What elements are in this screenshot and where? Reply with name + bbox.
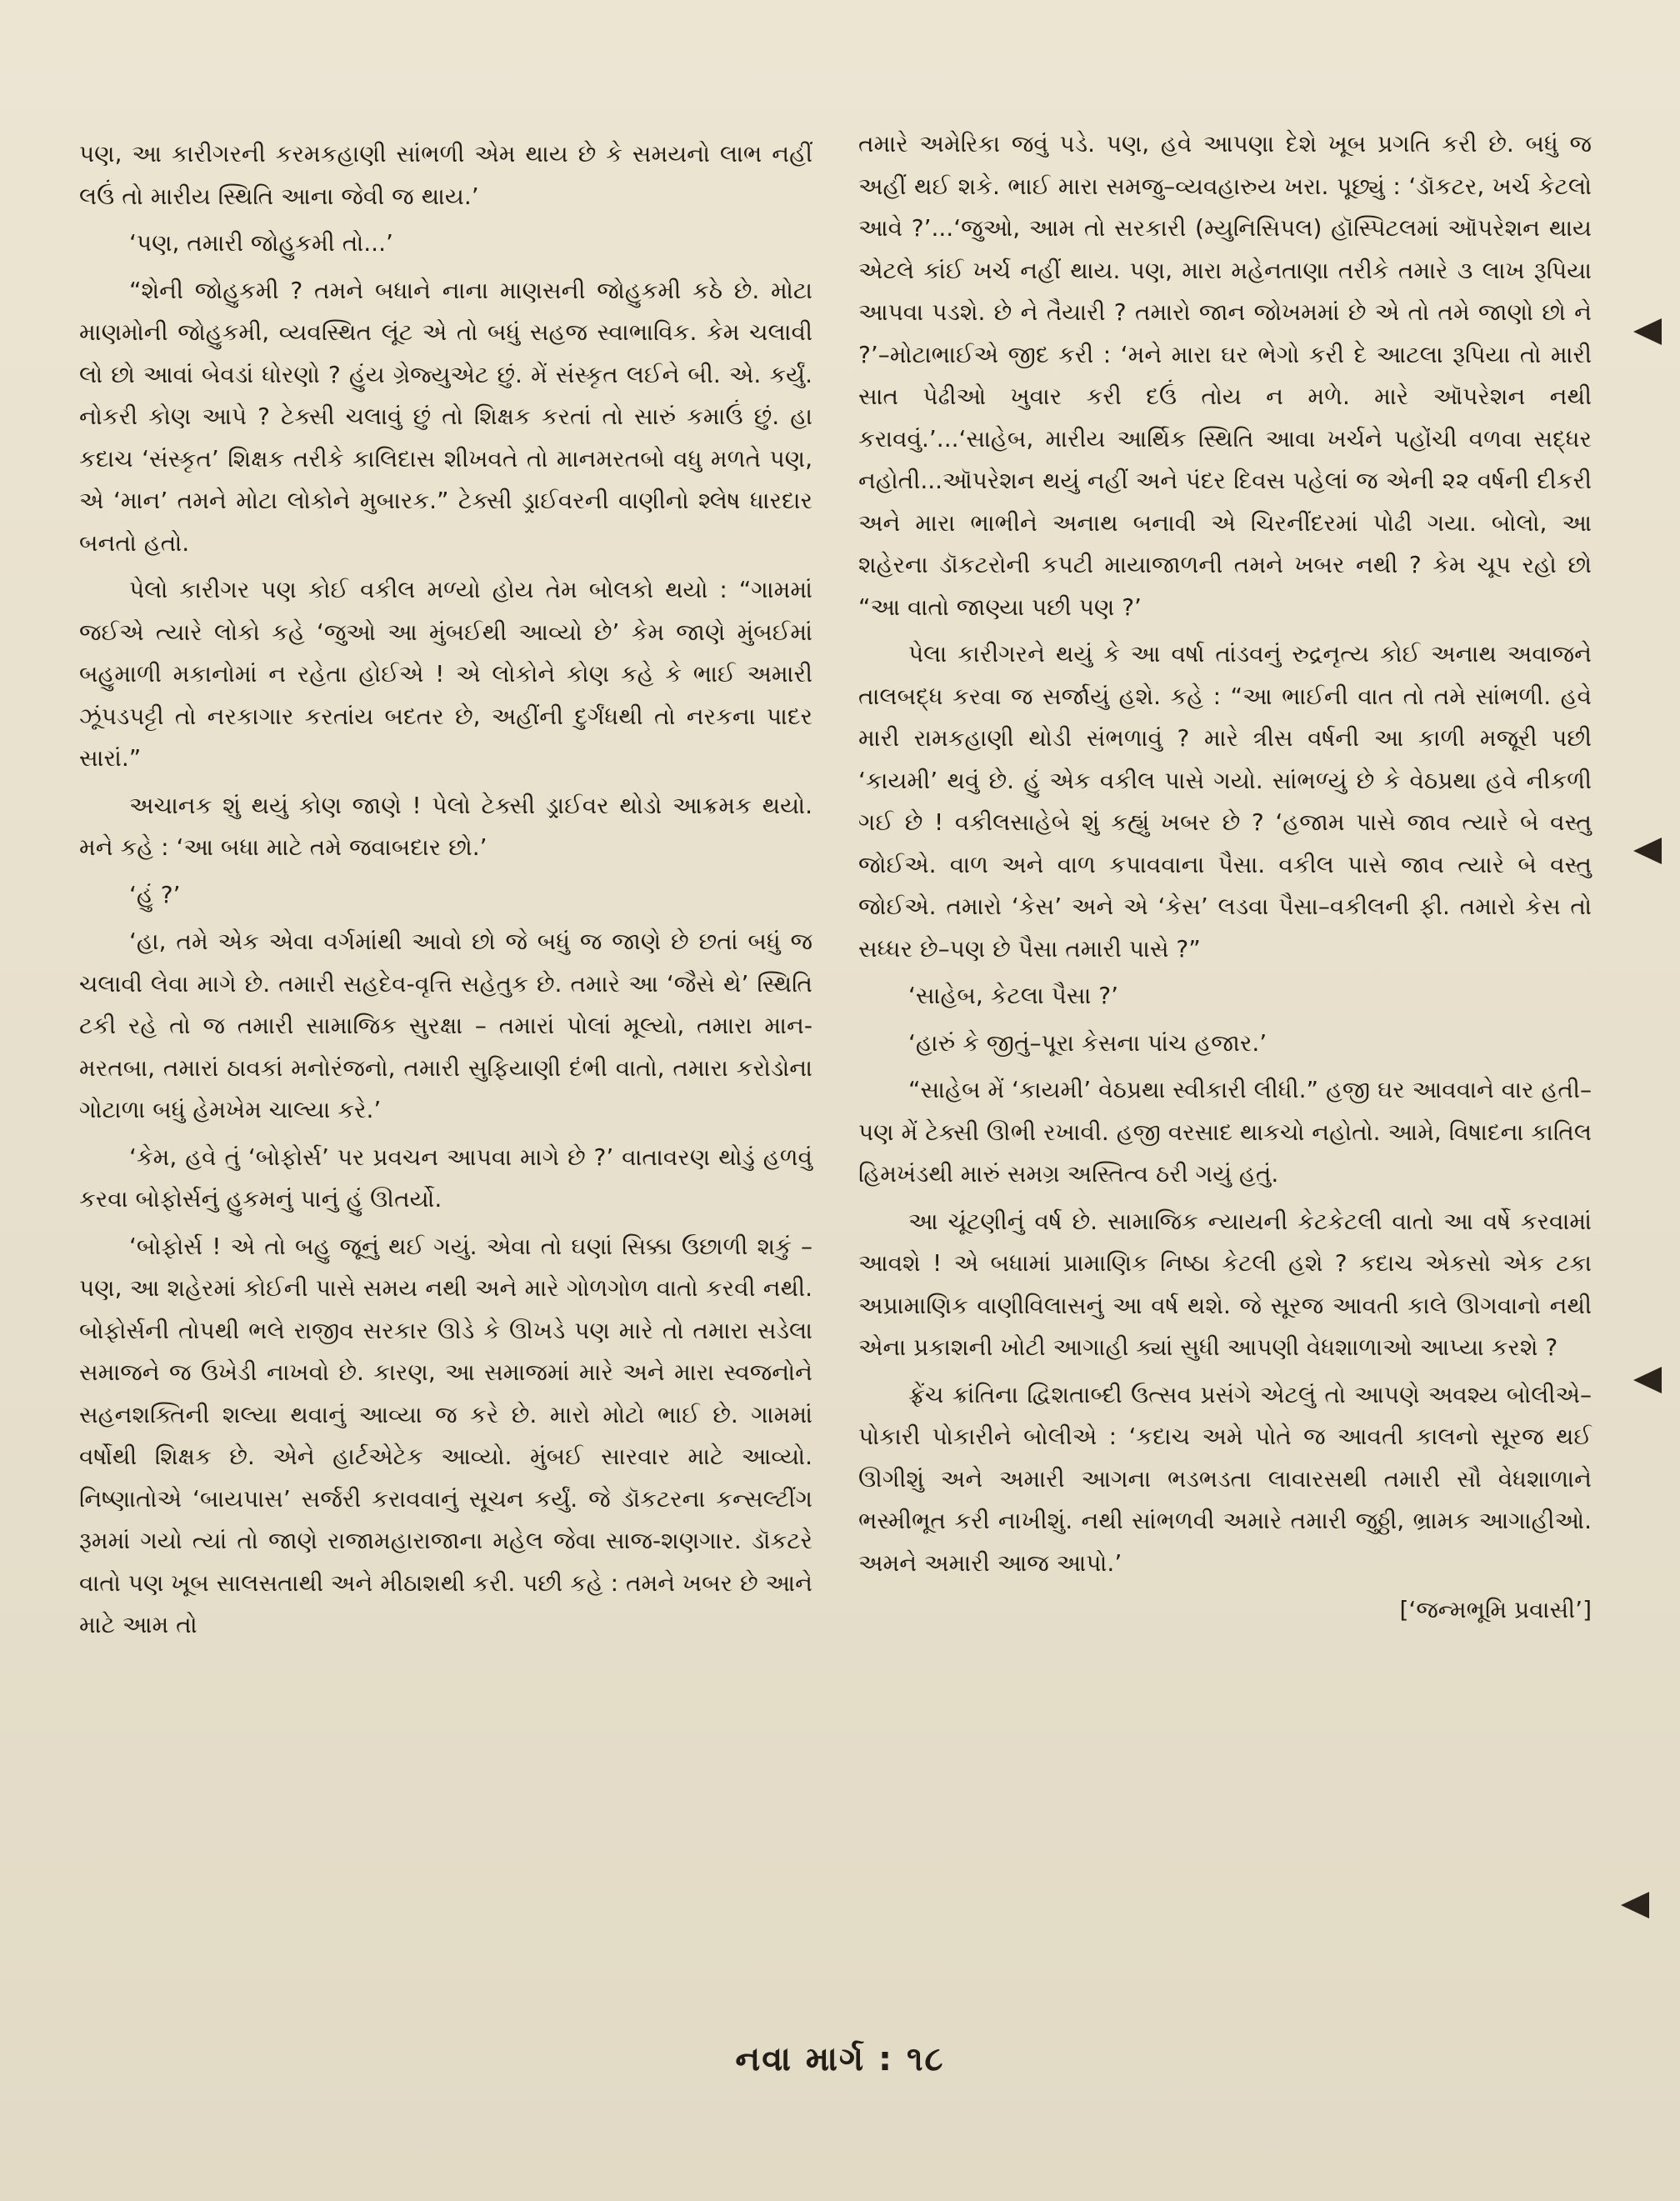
binding-mark-icon bbox=[1633, 318, 1662, 345]
binding-mark-icon bbox=[1633, 838, 1662, 864]
paragraph: “સાહેબ મેં ‘કાયમી’ વેઠપ્રથા સ્વીકારી લીધી.” હજી ઘર આવવાને વાર હતી–પણ મેં ટેક્સી ઊભી રખાવી. હજી વરસાદ થાકચો નહોતો. આમે, વિષાદના કાતિલ હિમખંડથી મારું સમગ્ર અસ્તિત્વ ઠરી ગયું હતું. bbox=[858, 1076, 1592, 1188]
source-attribution: [‘જન્મભૂમિ પ્રવાસી’] bbox=[1399, 1596, 1592, 1623]
paragraph: પેલા કારીગરને થયું કે આ વર્ષા તાંડવનું રુદ્રનૃત્ય કોઈ અનાથ અવાજને તાલબદ્ધ કરવા જ સર્જાયું હશે. કહે : “આ ભાઈની વાત તો તમે સાંભળી. હવે મારી રામકહાણી થોડી સંભળાવું ? મારે ત્રીસ વર્ષની આ કાળી મજૂરી પછી ‘કાયમી’ થવું છે. હું એક વકીલ પાસે ગયો. સાંભળ્યું છે કે વેઠપ્રથા હવે નીકળી ગઈ છે ! વકીલસાહેબે શું કહ્યું ખબર છે ? ‘હજામ પાસે જાવ ત્યારે બે વસ્તુ જોઈએ. વાળ અને વાળ કપાવવાના પૈસા. વકીલ પાસે જાવ ત્યારે બે વસ્તુ જોઈએ. તમારો ‘કેસ’ અને એ ‘કેસ’ લડવા પૈસા–વકીલની ફી. તમારો કેસ તો સધ્ધર છે–પણ છે પૈસા તમારી પાસે ?” bbox=[858, 640, 1592, 963]
binding-mark-icon bbox=[1621, 1892, 1649, 1918]
paragraph: પણ, આ કારીગરની કરમકહાણી સાંભળી એમ થાય છે કે સમયનો લાભ નહીં લઉં તો મારીય સ્થિતિ આના જેવી જ થાય.’ bbox=[79, 140, 812, 210]
paragraph: ‘સાહેબ, કેટલા પૈસા ?’ bbox=[908, 982, 1119, 1009]
paragraph: તમારે અમેરિકા જવું પડે. પણ, હવે આપણા દેશે ખૂબ પ્રગતિ કરી છે. બધું જ અહીં થઈ શકે. ભાઈ મારા સમજુ–વ્યવહારુય ખરા. પૂછ્યું : ‘ડૉકટર, ખર્ચ કેટલો આવે ?’...‘જુઓ, આમ તો સરકારી (મ્યુનિસિપલ) હૉસ્પિટલમાં ઑપરેશન થાય એટલે કાંઈ ખર્ચ નહીં થાય. પણ, મારા મહેનતાણા તરીકે તમારે ૩ લાખ રૂપિયા આપવા પડશે. છે ને તૈયારી ? તમારો જાન જોખમમાં છે એ તો તમે જાણો છો ને ?’–મોટાભાઈએ જીદ કરી : ‘મને મારા ઘર ભેગો કરી દે આટલા રૂપિયા તો મારી સાત પેઢીઓ ખુવાર કરી દઉં તોય ન મળે. મારે ઑપરેશન નથી કરાવવું.’...‘સાહેબ, મારીય આર્થિક સ્થિતિ આવા ખર્ચને પહોંચી વળવા સદ્ધર નહોતી...ઑપરેશન થયું નહીં અને પંદર દિવસ પહેલાં જ એની ૨૨ વર્ષની દીકરી અને મારા ભાભીને અનાથ બનાવી એ ચિરનીંદરમાં પોઢી ગયા. બોલો, આ શહેરના ડૉકટરોની કપટી માયાજાળની તમને ખબર નથી ? કેમ ચૂપ રહો છો “આ વાતો જાણ્યા પછી પણ ?’ bbox=[858, 130, 1592, 621]
paragraph: આ ચૂંટણીનું વર્ષ છે. સામાજિક ન્યાયની કેટકેટલી વાતો આ વર્ષે કરવામાં આવશે ! એ બધામાં પ્રામાણિક નિષ્ઠા કેટલી હશે ? કદાચ એકસો એક ટકા અપ્રામાણિક વાણીવિલાસનું આ વર્ષ થશે. જે સૂરજ આવતી કાલે ઊગવાનો નથી એના પ્રકાશની ખોટી આગાહી ક્યાં સુધી આપણી વેધશાળાઓ આપ્યા કરશે ? bbox=[858, 1207, 1592, 1361]
paragraph: ‘બોફોર્સ ! એ તો બહુ જૂનું થઈ ગયું. એવા તો ઘણાં સિક્કા ઉછાળી શકું – પણ, આ શહેરમાં કોઈની પાસે સમય નથી અને મારે ગોળગોળ વાતો કરવી નથી. બોફોર્સની તોપથી ભલે રાજીવ સરકાર ઊડે કે ઊખડે પણ મારે તો તમારા સડેલા સમાજને જ ઉખેડી નાખવો છે. કારણ, આ સમાજમાં મારે અને મારા સ્વજનોને સહનશક્તિની શલ્યા થવાનું આવ્યા જ કરે છે. મારો મોટો ભાઈ છે. ગામમાં વર્ષોથી શિક્ષક છે. એને હાર્ટએટેક આવ્યો. મુંબઈ સારવાર માટે આવ્યો. નિષ્ણાતોએ ‘બાયપાસ’ સર્જરી કરાવવાનું સૂચન કર્યું. જે ડૉકટરના કન્સલ્ટીંગ રૂમમાં ગયો ત્યાં તો જાણે રાજામહારાજાના મહેલ જેવા સાજ-શણગાર. ડૉકટરે વાતો પણ ખૂબ સાલસતાથી અને મીઠાશથી કરી. પછી કહે : તમને ખબર છે આને માટે આમ તો bbox=[79, 1232, 812, 1638]
paragraph: ફ્રેંચ ક્રાંતિના દ્વિશતાબ્દી ઉત્સવ પ્રસંગે એટલું તો આપણે અવશ્ય બોલીએ–પોકારી પોકારીને બોલીએ : ‘કદાચ અમે પોતે જ આવતી કાલનો સૂરજ થઈ ઊગીશું અને અમારી આગના ભડભડતા લાવારસથી તમારી સૌ વેધશાળાને ભસ્મીભૂત કરી નાખીશું. નથી સાંભળવી અમારે તમારી જુઠ્ઠી, ભ્રામક આગાહીઓ. અમને અમારી આજ આપો.’ bbox=[858, 1380, 1592, 1577]
paragraph: ‘હારું કે જીતું–પૂરા કેસના પાંચ હજાર.’ bbox=[908, 1028, 1268, 1057]
paragraph: ‘પણ, તમારી જોહુકમી તો...’ bbox=[129, 229, 393, 257]
paragraph: ‘હું ?’ bbox=[129, 880, 181, 908]
paragraph: ‘હા, તમે એક એવા વર્ગમાંથી આવો છો જે બધું જ જાણે છે છતાં બધું જ ચલાવી લેવા માગે છે. તમારી સહદેવ-વૃત્તિ સહેતુક છે. તમારે આ ‘જૈસે થે’ સ્થિતિ ટકી રહે તો જ તમારી સામાજિક સુરક્ષા – તમારાં પોલાં મૂલ્યો, તમારા માન-મરતબા, તમારાં ઠાવકાં મનોરંજનો, તમારી સુફિયાણી દંભી વાતો, તમારા કરોડોના ગોટાળા બધું હેમખેમ ચાલ્યા કરે.’ bbox=[79, 928, 812, 1123]
right-column bbox=[858, 123, 1592, 1637]
page-footer: નવા માર્ગ : ૧૮ bbox=[735, 2040, 945, 2078]
binding-mark-icon bbox=[1633, 1367, 1662, 1393]
paragraph: પેલો કારીગર પણ કોઈ વકીલ મળ્યો હોય તેમ બોલકો થયો : “ગામમાં જઈએ ત્યારે લોકો કહે ‘જુઓ આ મુંબઈથી આવ્યો છે’ કેમ જાણે મુંબઈમાં બહુમાળી મકાનોમાં ન રહેતા હોઈએ ! એ લોકોને કોણ કહે કે ભાઈ અમારી ઝૂંપડપટ્ટી તો નરકાગાર કરતાંય બદતર છે, અહીંની દુર્ગંધથી તો નરકના પાદર સારાં.” bbox=[79, 576, 812, 772]
paragraph: અચાનક શું થયું કોણ જાણે ! પેલો ટેક્સી ડ્રાઈવર થોડો આક્રમક થયો. મને કહે : ‘આ બધા માટે તમે જવાબદાર છો.’ bbox=[79, 791, 812, 861]
left-column bbox=[79, 133, 812, 1652]
paragraph: “શેની જોહુકમી ? તમને બધાને નાના માણસની જોહુકમી કઠે છે. મોટા માણમોની જોહુકમી, વ્યવસ્થિત લૂંટ એ તો બધું સહજ સ્વાભાવિક. કેમ ચલાવી લો છો આવાં બેવડાં ધોરણો ? હુંય ગ્રેજ્યુએટ છું. મેં સંસ્કૃત લઈને બી. એ. કર્યું. નોકરી કોણ આપે ? ટેક્સી ચલાવું છું તો શિક્ષક કરતાં તો સારું કમાઉં છું. હા કદાચ ‘સંસ્કૃત’ શિક્ષક તરીકે કાલિદાસ શીખવતે તો માનમરતબો વધુ મળતે પણ, એ ‘માન’ તમને મોટા લોકોને મુબારક.” ટેક્સી ડ્રાઈવરની વાણીનો શ્લેષ ધારદાર બનતો હતો. bbox=[79, 276, 812, 557]
paragraph: ‘કેમ, હવે તું ‘બોફોર્સ’ પર પ્રવચન આપવા માગે છે ?’ વાતાવરણ થોડું હળવું કરવા બોફોર્સનું હુકમનું પાનું હું ઊતર્યો. bbox=[79, 1143, 812, 1213]
